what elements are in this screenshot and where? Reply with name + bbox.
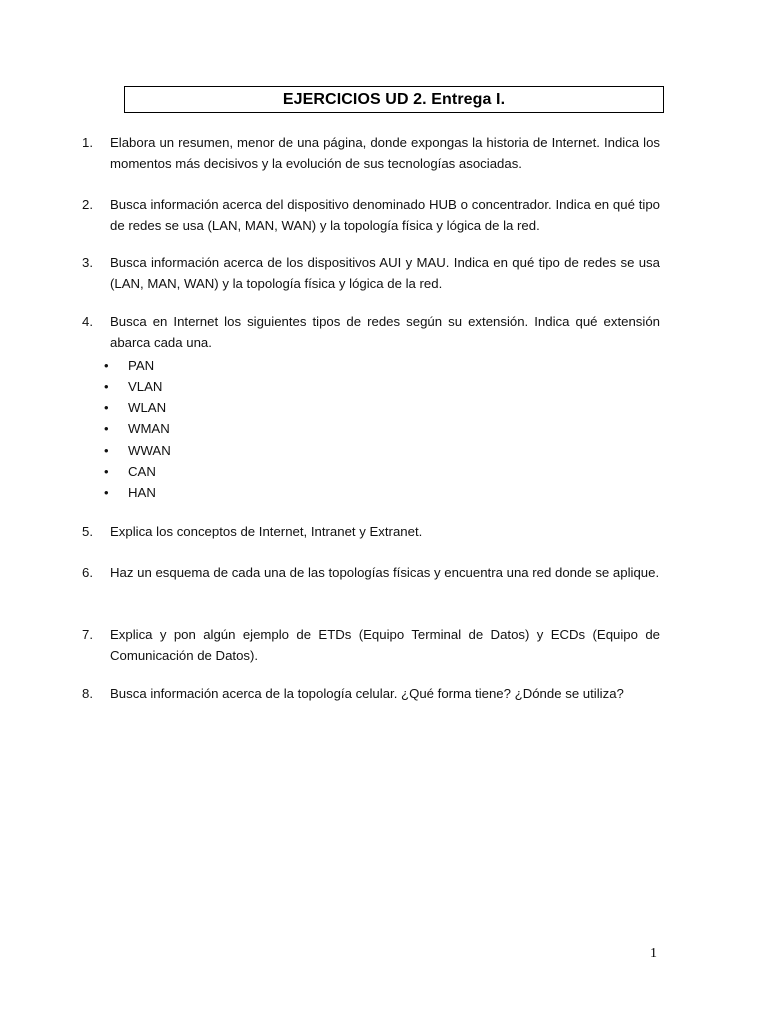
list-item <box>82 461 660 482</box>
exercise-text: Busca información acerca de la topología celular. ¿Qué forma tiene? ¿Dónde se utiliza? <box>110 686 624 701</box>
exercise-5 <box>82 522 660 543</box>
network-type-list <box>82 355 660 504</box>
exercise-number: 4. <box>82 314 93 329</box>
list-item <box>82 418 660 439</box>
exercise-2 <box>82 195 660 237</box>
exercise-4 <box>82 312 660 504</box>
exercise-7 <box>82 625 660 667</box>
exercise-number: 3. <box>82 255 93 270</box>
exercise-text: Busca información acerca del dispositivo denominado HUB o concentrador. Indica en qué tipo de redes se usa (LAN, MAN, WAN) y la topología física y lógica de la red. <box>110 197 660 233</box>
bullet-icon: • <box>104 485 109 501</box>
exercise-number: 2. <box>82 197 93 212</box>
list-item <box>82 376 660 397</box>
list-item-label: PAN <box>128 357 155 373</box>
bullet-icon: • <box>104 400 109 416</box>
list-item-label: CAN <box>128 464 156 480</box>
exercise-number: 7. <box>82 627 93 642</box>
exercise-3 <box>82 253 660 295</box>
exercise-text: Haz un esquema de cada una de las topologías físicas y encuentra una red donde se aplique. <box>110 565 660 580</box>
exercise-8 <box>82 684 660 705</box>
exercise-number: 8. <box>82 686 93 701</box>
list-item <box>82 397 660 418</box>
list-item <box>82 355 660 376</box>
exercise-number: 6. <box>82 565 93 580</box>
exercise-6 <box>82 563 660 584</box>
list-item <box>82 482 660 503</box>
list-item-label: WLAN <box>128 400 167 416</box>
bullet-icon: • <box>104 378 109 394</box>
bullet-icon: • <box>104 442 109 458</box>
exercise-number: 5. <box>82 524 93 539</box>
list-item-label: WWAN <box>128 442 171 458</box>
list-item-label: VLAN <box>128 378 163 394</box>
title-box <box>124 86 664 113</box>
bullet-icon: • <box>104 357 109 373</box>
page-number: 1 <box>650 946 657 961</box>
list-item-label: HAN <box>128 485 156 501</box>
exercise-text: Busca en Internet los siguientes tipos de redes según su extensión. Indica qué extensión abarca cada una. <box>110 314 660 350</box>
exercise-number: 1. <box>82 135 93 150</box>
list-item-label: WMAN <box>128 421 170 437</box>
exercise-text: Explica los conceptos de Internet, Intranet y Extranet. <box>110 524 423 539</box>
exercise-text: Explica y pon algún ejemplo de ETDs (Equipo Terminal de Datos) y ECDs (Equipo de Comunicación de Datos). <box>110 627 660 663</box>
bullet-icon: • <box>104 421 109 437</box>
bullet-icon: • <box>104 464 109 480</box>
list-item <box>82 440 660 461</box>
exercise-text: Busca información acerca de los dispositivos AUI y MAU. Indica en qué tipo de redes se usa (LAN, MAN, WAN) y la topología física y lógica de la red. <box>110 255 660 291</box>
page-title: EJERCICIOS UD 2. Entrega I. <box>282 90 506 108</box>
exercise-1 <box>82 133 660 175</box>
exercise-text: Elabora un resumen, menor de una página, donde expongas la historia de Internet. Indica los momentos más decisivos y la evolución de sus tecnologías asociadas. <box>110 135 660 171</box>
